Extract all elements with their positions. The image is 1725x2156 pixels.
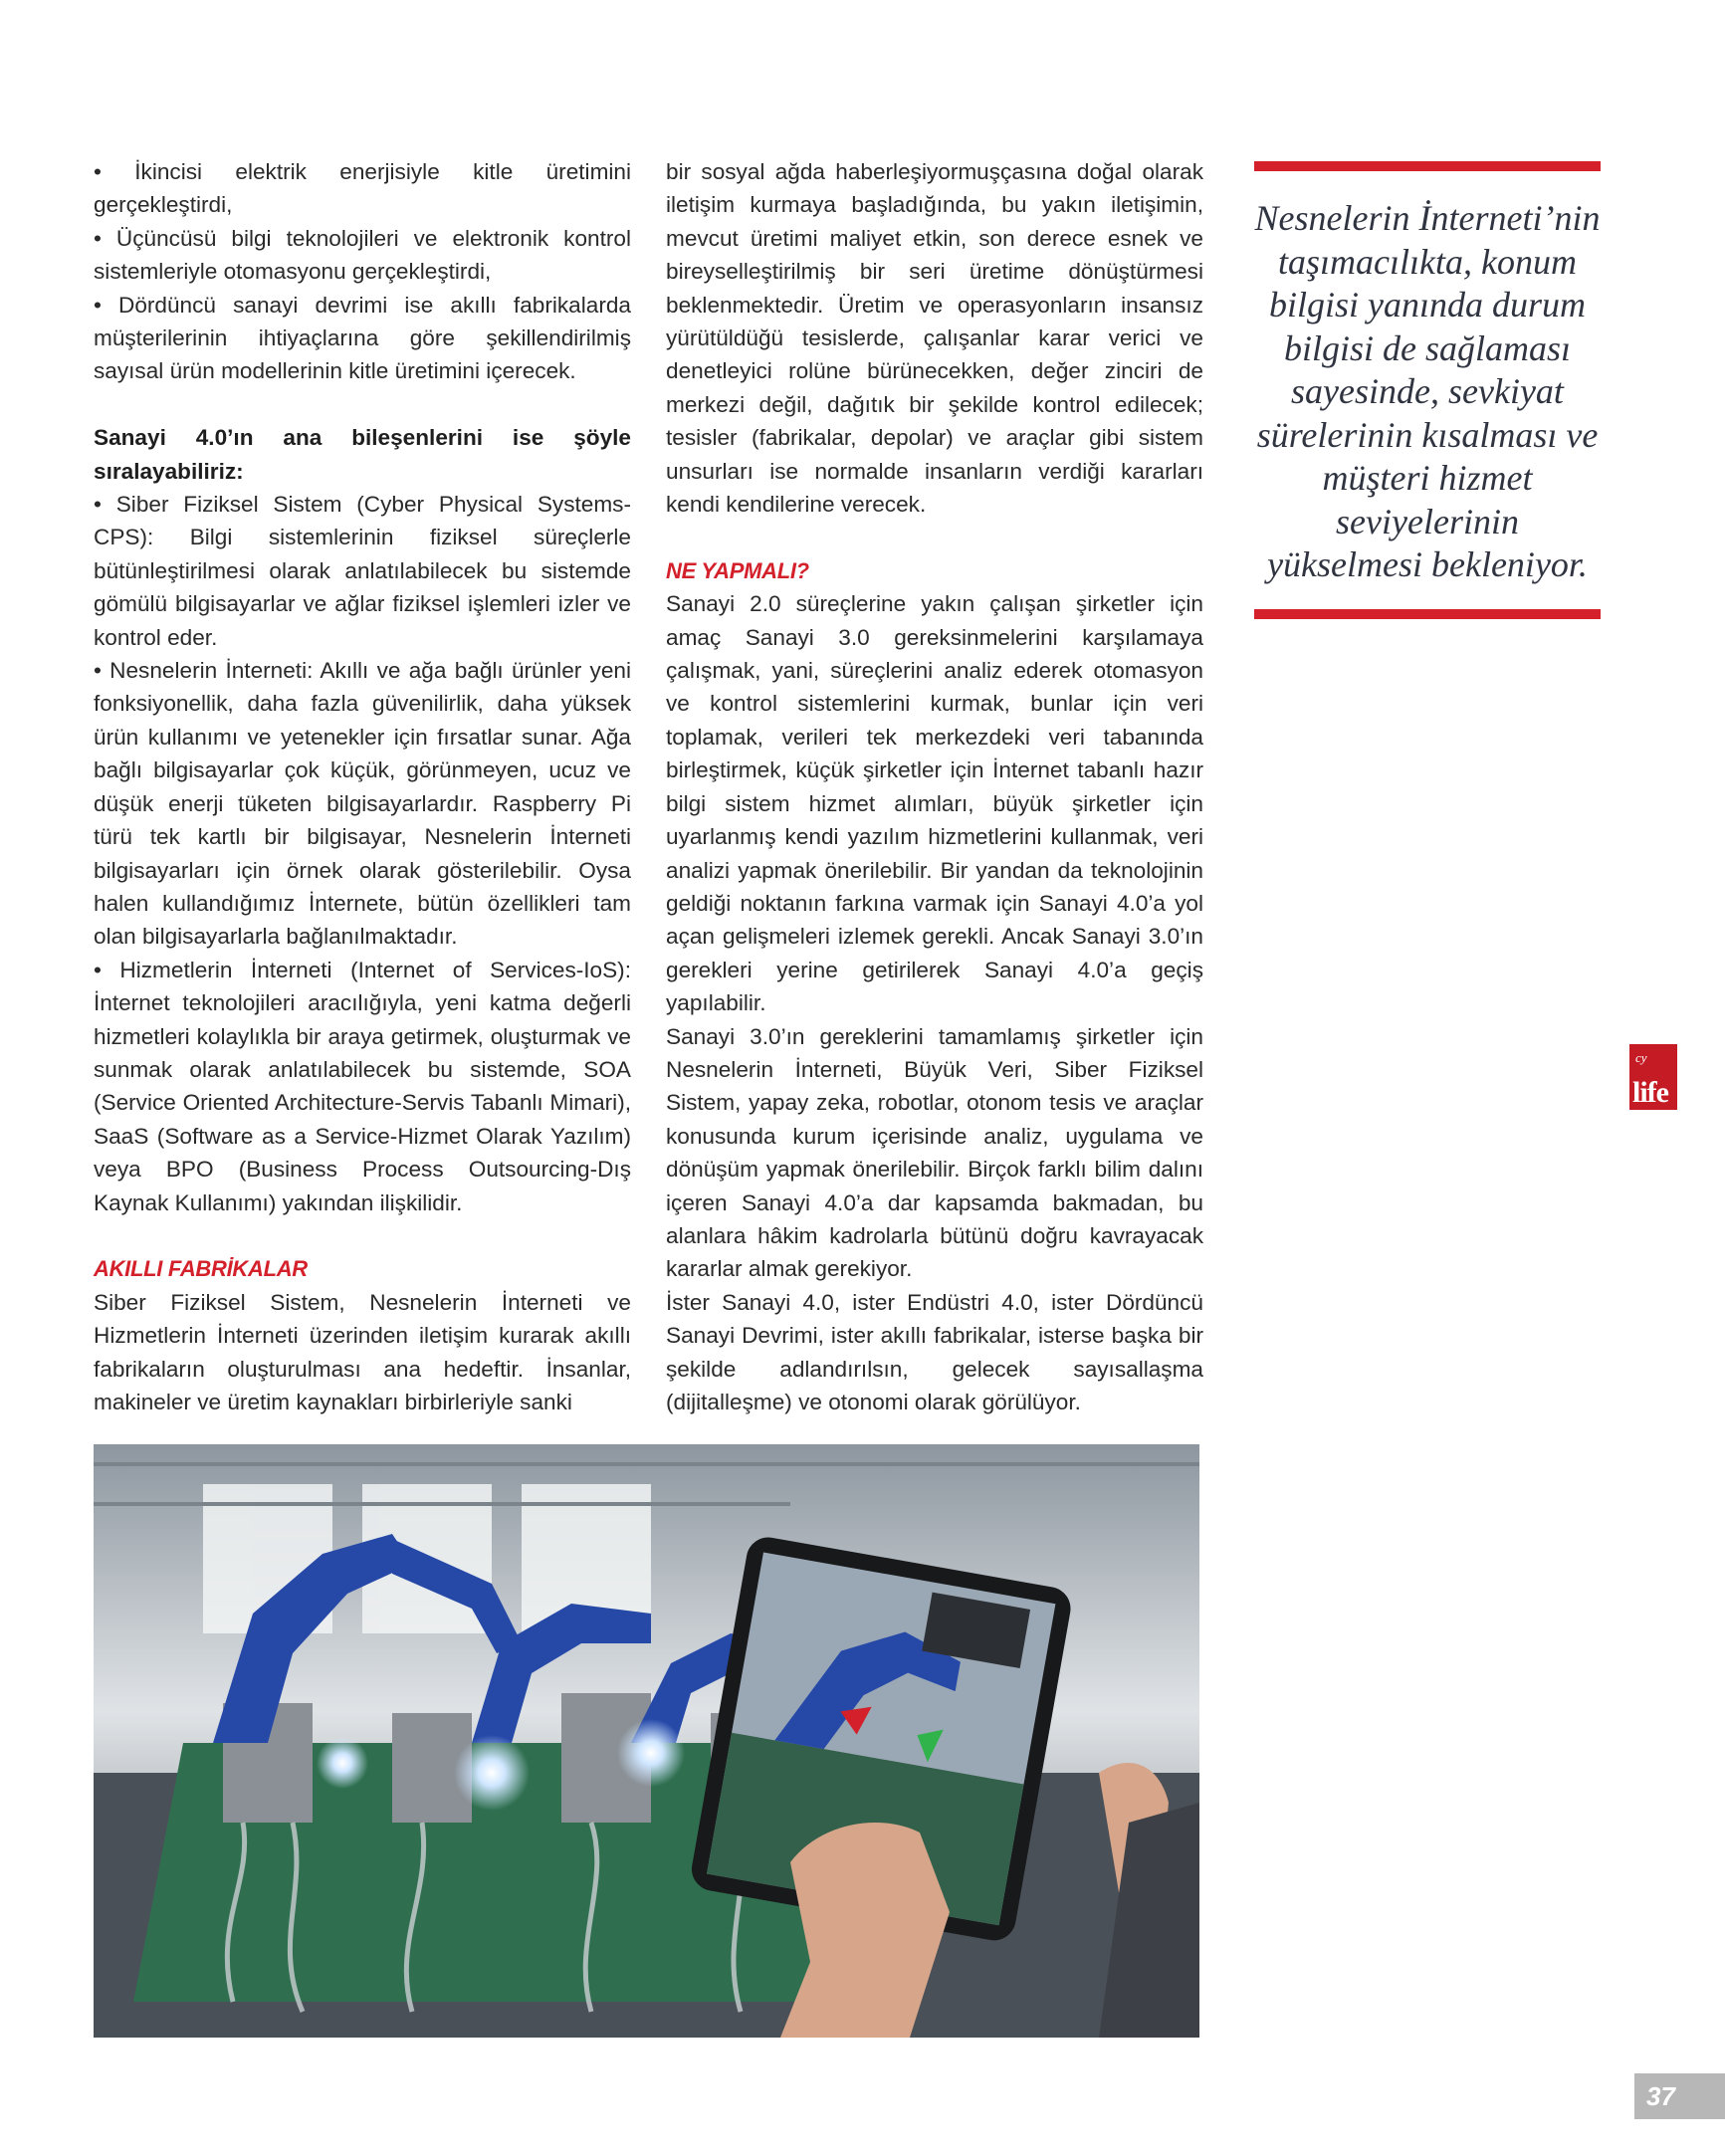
bullet-item: • İkincisi elektrik enerjisiyle kitle üretimini gerçekleştirdi, xyxy=(94,159,631,218)
article-column-left xyxy=(94,155,631,1418)
bullet-item: • Hizmetlerin İnterneti (Internet of Services-IoS): İnternet teknolojileri aracılığıyla, yeni katma değerli hizmetleri kolaylıkla bir araya getirmek, oluşturmak ve sunmak olarak anlatılabilecek bu sistemde, SOA (Service Oriented Architecture-Servis Tabanlı Mimari), SaaS (Software as a Service-Hizmet Olarak Yazılım) veya BPO (Business Process Outsourcing-Dış Kaynak Kullanımı) yakından ilişkilidir. xyxy=(94,957,631,1215)
body-paragraph: bir sosyal ağda haberleşiyormuşçasına doğal olarak iletişim kurmaya başladığında, bu yakın iletişimin, mevcut üretimi maliyet etkin, son derece esnek ve bireyselleştirilmiş bir seri üretime dönüştürmesi beklenmektedir. Üretim ve operasyonların insansız yürütüldüğü tesislerde, çalışanlar karar verici ve denetleyici rolüne bürünecekken, değer zinciri de merkezi değil, dağıtık bir şekilde kontrol edilecek; tesisler (fabrikalar, depolar) ve araçlar gibi sistem unsurları ise normalde insanların verdiği kararları kendi kendilerine verecek. xyxy=(666,159,1203,518)
paragraph-gap xyxy=(666,521,1203,553)
article-column-middle xyxy=(666,155,1203,1418)
paragraph-gap xyxy=(94,1219,631,1252)
components-heading: Sanayi 4.0’ın ana bileşenlerini ise şöyle sıralayabiliriz: xyxy=(94,425,631,484)
factory-illustration xyxy=(94,1444,1199,2038)
body-paragraph: Sanayi 2.0 süreçlerine yakın çalışan şirketler için amaç Sanayi 3.0 gereksinmelerini karşılamaya çalışmak, yani, süreçlerini analiz ederek otomasyon ve kontrol sistemlerini kurmak, bunlar için veri toplamak, verileri tek merkezdeki veri tabanında birleştirmek, küçük şirketler için İnternet tabanlı hazır bilgi sistem hizmet alımları, büyük şirketler için uyarlanmış kendi yazılım hizmetlerini kullanmak, veri analizi yapmak önerilebilir. Bir yandan da teknolojinin geldiği noktanın farkına varmak için Sanayi 4.0’a yol açan gelişmeleri izlemek gerekli. Ancak Sanayi 3.0’ın gerekleri yerine getirilerek Sanayi 4.0’a geçiş yapılabilir. xyxy=(666,591,1203,1016)
magazine-logo xyxy=(1629,1044,1677,1110)
paragraph-gap xyxy=(94,388,631,421)
bullet-item: • Dördüncü sanayi devrimi ise akıllı fabrikalarda müşterilerinin ihtiyaçlarına göre şekillendirilmiş sayısal ürün modellerinin kitle üretimini içerecek. xyxy=(94,292,631,384)
pull-quote: Nesnelerin İnterneti’nin taşımacılıkta, konum bilgisi yanında durum bilgisi de sağlaması sayesinde, sevkiyat sürelerinin kısalması ve müşteri hizmet seviyelerinin yükselmesi bekleniyor. xyxy=(1254,198,1601,584)
quote-rule-bottom xyxy=(1254,609,1601,619)
section-heading-what-to-do: NE YAPMALI? xyxy=(666,557,809,583)
body-paragraph: Sanayi 3.0’ın gereklerini tamamlamış şirketler için Nesnelerin İnterneti, Büyük Veri, Siber Fiziksel Sistem, yapay zeka, robotlar, otonom tesis ve araçlar konusunda kurum içerisinde analiz, uygulama ve dönüşüm yapmak önerilebilir. Birçok farklı bilim dalını içeren Sanayi 4.0’a dar kapsamda bakmadan, bu alanlara hâkim kadrolarla bütünü doğru kavrayacak kararlar almak gerekiyor. xyxy=(666,1023,1203,1282)
bullet-item: • Siber Fiziksel Sistem (Cyber Physical Systems-CPS): Bilgi sistemlerinin fiziksel süreçlerle bütünleştirilmesi olarak anlatılabilecek bu sistemde gömülü bilgisayarlar ve ağlar fiziksel işlemleri izler ve kontrol eder. xyxy=(94,492,631,650)
bullet-item: • Nesnelerin İnterneti: Akıllı ve ağa bağlı ürünler yeni fonksiyonellik, daha fazla güvenilirlik, daha yüksek ürün kullanımı ve yetenekler için fırsatlar sunar. Ağa bağlı bilgisayarlar çok küçük, görünmeyen, ucuz ve düşük enerji tüketen bilgisayarlardır. Raspberry Pi türü tek kartlı bir bilgisayar, Nesnelerin İnterneti bilgisayarları için örnek olarak gösterilebilir. Oysa halen kullandığımız İnternete, bütün özellikleri tam olan bilgisayarlarla bağlanılmaktadır. xyxy=(94,658,631,950)
body-paragraph: Siber Fiziksel Sistem, Nesnelerin İnterneti ve Hizmetlerin İnterneti üzerinden iletişim kurarak akıllı fabrikaların oluşturulması ana hedeftir. İnsanlar, makineler ve üretim kaynakları birbirleriyle sanki xyxy=(94,1289,631,1414)
page-number: 37 xyxy=(1634,2073,1725,2119)
factory-robots-photo xyxy=(94,1444,1199,2038)
logo-small-text: cy xyxy=(1635,1050,1647,1065)
logo-text: life xyxy=(1632,1076,1668,1109)
quote-rule-top xyxy=(1254,161,1601,171)
pull-quote-box xyxy=(1254,161,1601,619)
section-heading-smart-factories: AKILLI FABRİKALAR xyxy=(94,1256,308,1282)
bullet-item: • Üçüncüsü bilgi teknolojileri ve elektronik kontrol sistemleriyle otomasyonu gerçekleştirdi, xyxy=(94,225,631,285)
body-paragraph: İster Sanayi 4.0, ister Endüstri 4.0, ister Dördüncü Sanayi Devrimi, ister akıllı fabrikalar, isterse başka bir şekilde adlandırılsın, gelecek sayısallaşma (dijitalleşme) ve otonomi olarak görülüyor. xyxy=(666,1289,1203,1415)
